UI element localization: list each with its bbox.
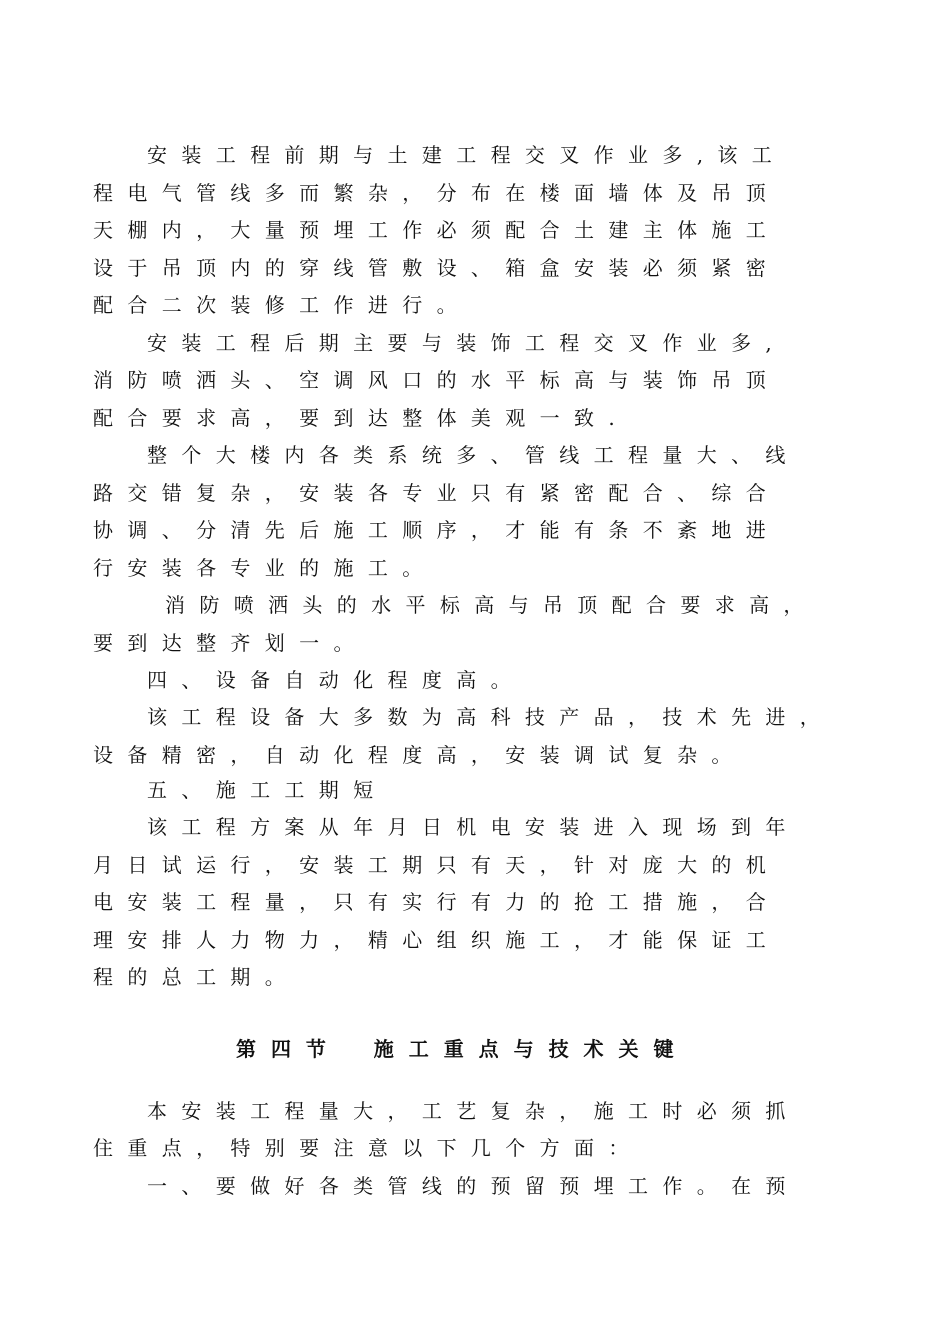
body-line: 安 装 工 程 后 期 主 要 与 装 饰 工 程 交 叉 作 业 多 , [147,331,776,355]
body-line: 整 个 大 楼 内 各 类 系 统 多 、 管 线 工 程 量 大 、 线 [147,443,790,467]
body-line: 配 合 要 求 高 ， 要 到 达 整 体 美 观 一 致 . [93,406,619,430]
body-line: 安 装 工 程 前 期 与 土 建 工 程 交 叉 作 业 多 , 该 工 [147,143,776,167]
body-line: 程 电 气 管 线 多 而 繁 杂 ， 分 布 在 楼 面 墙 体 及 吊 顶 [93,181,770,205]
section-heading: 第 四 节 施 工 重 点 与 技 术 关 键 [236,1037,678,1061]
body-line: 电 安 装 工 程 量 ， 只 有 实 行 有 力 的 抢 工 措 施 ， 合 [93,890,770,914]
body-line: 该 工 程 设 备 大 多 数 为 高 科 技 产 品 ， 技 术 先 进 ， [147,705,824,729]
body-line: 理 安 排 人 力 物 力 ， 精 心 组 织 施 工 ， 才 能 保 证 工 [93,928,770,952]
body-line: 消 防 喷 洒 头 的 水 平 标 高 与 吊 顶 配 合 要 求 高 ， [165,593,808,617]
body-line: 天 棚 内 ， 大 量 预 埋 工 作 必 须 配 合 土 建 主 体 施 工 [93,218,770,242]
body-line: 协 调 、 分 清 先 后 施 工 顺 序 ， 才 能 有 条 不 紊 地 进 [93,518,770,542]
body-line: 一 、 要 做 好 各 类 管 线 的 预 留 预 埋 工 作 。 在 预 [147,1174,790,1198]
body-line: 四 、 设 备 自 动 化 程 度 高 。 [147,668,515,692]
body-line: 程 的 总 工 期 。 [93,965,289,989]
body-line: 消 防 喷 洒 头 、 空 调 风 口 的 水 平 标 高 与 装 饰 吊 顶 [93,368,770,392]
body-line: 五 、 施 工 工 期 短 [147,778,378,802]
body-line: 住 重 点 ， 特 别 要 注 意 以 下 几 个 方 面 ： [93,1136,633,1160]
body-line: 该 工 程 方 案 从 年 月 日 机 电 安 装 进 入 现 场 到 年 [147,815,790,839]
body-line: 月 日 试 运 行 ， 安 装 工 期 只 有 天 ， 针 对 庞 大 的 机 [93,853,770,877]
body-line: 路 交 错 复 杂 ， 安 装 各 专 业 只 有 紧 密 配 合 、 综 合 [93,481,770,505]
body-line: 配 合 二 次 装 修 工 作 进 行 。 [93,293,461,317]
body-line: 要 到 达 整 齐 划 一 。 [93,631,358,655]
body-line: 本 安 装 工 程 量 大 ， 工 艺 复 杂 ， 施 工 时 必 须 抓 [147,1099,790,1123]
body-line: 行 安 装 各 专 业 的 施 工 。 [93,556,427,580]
body-line: 设 于 吊 顶 内 的 穿 线 管 敷 设 、 箱 盒 安 装 必 须 紧 密 [93,256,770,280]
body-line: 设 备 精 密 ， 自 动 化 程 度 高 ， 安 装 调 试 复 杂 。 [93,743,736,767]
